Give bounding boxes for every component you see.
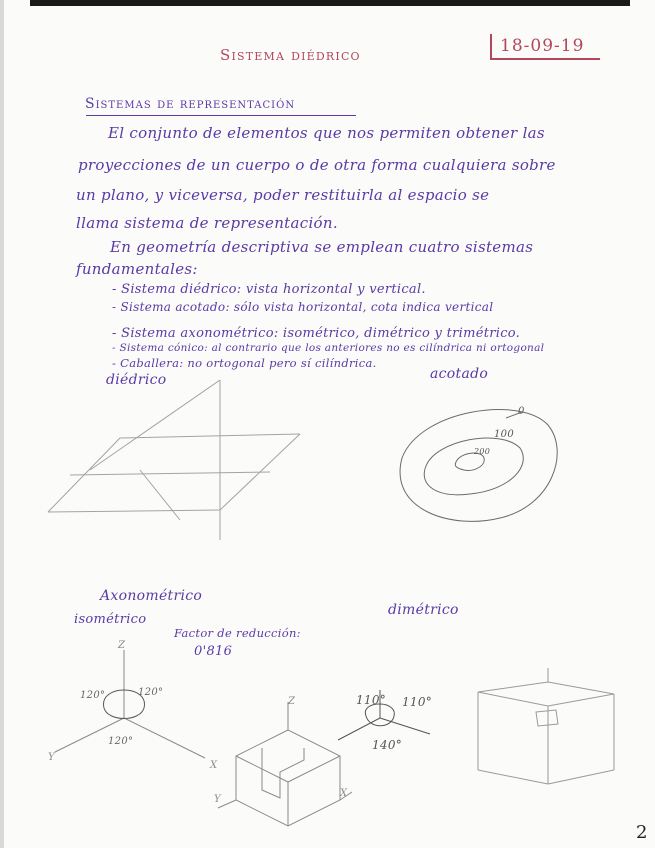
isometrico-label: isométrico — [74, 612, 147, 627]
section-heading: Sistemas de representación — [85, 96, 296, 112]
vertical-plane-diagonal — [90, 380, 220, 470]
dimetric-axes — [338, 690, 433, 740]
bullet-acotado: - Sistema acotado: sólo vista horizontal, cota indica vertical — [112, 300, 494, 314]
page-number: 2 — [636, 822, 648, 843]
iso-axis-x — [124, 718, 205, 758]
plane-top-edge — [120, 434, 300, 438]
iso-angle-left: 120° — [80, 690, 106, 701]
paragraph-line-5: En geometría descriptiva se emplean cuatro sistemas — [110, 238, 534, 256]
bullet-diedrico: - Sistema diédrico: vista horizontal y vertical. — [112, 282, 426, 297]
cube-axis-z-label: Z — [288, 696, 296, 707]
paragraph-line-3: un plano, y viceversa, poder restituirla al espacio se — [76, 186, 490, 204]
contour-200 — [455, 453, 484, 470]
box-bottom-right — [548, 770, 614, 784]
iso-axis-x-label: X — [210, 760, 218, 771]
ground-line — [70, 472, 270, 475]
contour-label-200: 200 — [474, 447, 491, 456]
bullet-conico: - Sistema cónico: al contrario que los anteriores no es cilíndrica ni ortogonal — [112, 342, 545, 354]
cube-axis-x-label: X — [340, 788, 348, 799]
factor-value: 0'816 — [194, 644, 233, 659]
dimetric-box — [478, 668, 614, 784]
box-bottom-left — [478, 770, 548, 784]
isometric-cube — [218, 702, 352, 826]
dimetrico-label: dimétrico — [388, 602, 459, 618]
iso-axis-z-label: Z — [118, 640, 126, 651]
dim-angle-right: 110° — [402, 695, 433, 709]
bullet-caballera: - Caballera: no ortogonal pero sí cilíndrica. — [112, 356, 377, 370]
paragraph-line-2: proyecciones de un cuerpo o de otra forma cualquiera sobre — [78, 156, 556, 174]
contour-100 — [424, 438, 523, 495]
contour-label-100: 100 — [494, 429, 514, 440]
box-inner-notch — [536, 710, 558, 726]
diedrico-label: diédrico — [106, 372, 167, 388]
isometric-axes — [55, 650, 205, 758]
paragraph-line-6: fundamentales: — [76, 260, 198, 278]
axonometrico-label: Axonométrico — [100, 588, 203, 604]
box-top — [478, 682, 614, 706]
cube-inner-edge-2 — [288, 756, 340, 782]
dim-axis-y — [338, 718, 380, 740]
cube-axis-y-label: Y — [214, 794, 221, 805]
contour-tick — [506, 412, 522, 418]
diedrico-drawing — [48, 380, 300, 540]
paragraph-line-1: El conjunto de elementos que nos permiten obtener las — [108, 124, 545, 142]
acotado-contours — [400, 410, 557, 522]
acotado-label: acotado — [430, 366, 489, 382]
cube-axis-x-ext — [340, 792, 352, 800]
plane-bottom-edge — [48, 510, 220, 512]
cube-notch — [262, 748, 304, 798]
iso-axis-y-label: Y — [48, 752, 55, 763]
contour-0 — [400, 410, 557, 522]
page-title: Sistema diédrico — [220, 46, 361, 64]
dim-angle-bottom: 140° — [372, 738, 403, 752]
paragraph-line-4: llama sistema de representación. — [76, 214, 338, 232]
contour-label-0: 0 — [518, 406, 525, 417]
iso-angle-bottom: 120° — [108, 736, 134, 747]
dim-axis-x — [380, 718, 430, 734]
iso-angle-right: 120° — [138, 687, 164, 698]
iso-axis-y — [55, 718, 124, 752]
vertical-plane-lower — [140, 470, 180, 520]
cube-axis-y-ext — [218, 800, 236, 808]
bullet-axonometrico: - Sistema axonométrico: isométrico, dimétrico y trimétrico. — [112, 326, 521, 341]
page-date: 18-09-19 — [500, 36, 585, 56]
factor-label: Factor de reducción: — [174, 626, 301, 640]
dim-angle-left: 110° — [356, 693, 387, 707]
